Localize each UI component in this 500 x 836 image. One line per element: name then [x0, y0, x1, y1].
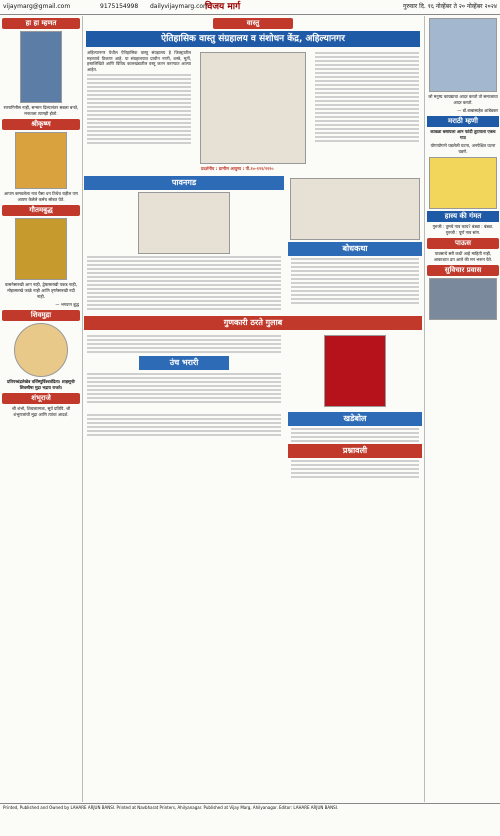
ganesh-image	[15, 132, 67, 189]
bodhkatha-heading: बोधकथा	[288, 242, 422, 256]
pawangad-photo	[138, 192, 230, 254]
middle-column	[84, 16, 422, 802]
mid-banner: वास्तु	[213, 18, 293, 29]
article-text-col-3	[312, 50, 422, 172]
mhani-heading: मराठी म्हणी	[427, 116, 499, 127]
left-section-2-heading: श्रीकृष्ण	[2, 119, 80, 130]
article-text: अहिल्यानगर येथील ऐतिहासिक वास्तु संग्रहालय हे जिल्ह्यातील महत्त्वाचे ठिकाण आहे. या संग्रहालयात प्राचीन नाणी, शस्त्रे, मूर्ती, हस्तलिखिते आणि विविध कालखंडातील वस्तू जतन करण्यात आल्या आहेत.	[87, 50, 191, 72]
masthead-site: dailyvijaymarg.com	[150, 3, 209, 10]
masthead-phone: 9175154998	[100, 3, 139, 10]
road-image	[429, 278, 497, 320]
footer-imprint: Printed, Published and Owned by LAHARE ARJUN BANSI. Printed at Navbharat Printers, Ahilyanagar. Published at Vijay Marg, Ahilyanagar. Editor: LAHARE ARJUN BANSI.	[0, 803, 500, 836]
masthead-date: गुरुवार दि. १६ नोव्हेंबर ते २० नोव्हेंबर २०२४	[402, 3, 497, 10]
shivmudra-seal-image	[14, 323, 68, 377]
people-jumping-image	[429, 157, 497, 209]
article-text-col-1	[84, 50, 194, 172]
left-section-5-heading: शंभूराजे	[2, 393, 80, 404]
mhani-text: योगायोगाने घडलेली घटना, अनपेक्षित घटना घडणे.	[430, 143, 496, 154]
rose-image	[324, 335, 386, 407]
khadebol-heading: खडेबोल	[288, 412, 422, 426]
museum-photo	[200, 52, 306, 164]
unch-bharari-heading: उंच भरारी	[139, 356, 229, 370]
photo-caption: प्रदर्शनीय : ग्रामीण आयुष्य : पी.१०-१२१/२१२०	[201, 166, 274, 171]
shiva-image	[20, 31, 62, 103]
ambedkar-portrait	[429, 18, 497, 92]
paus-text: पावसाचे सरी कधी आहे माहिती नाही, आकाशात ढग आले की मन भरून येते.	[433, 251, 493, 262]
hasya-text: गुरुजी : तुमचे नाव काय? बंड्या : बंड्या. गुरुजी : पूर्ण नाव सांग.	[432, 224, 494, 235]
left-section-3-text: वासनेसारखी आग नाही, द्वेषासारखी पकड नाही, मोहासारखे जाळे नाही आणि तृष्णेसारखी नदी नाही.	[5, 282, 77, 299]
portrait-caption: — डॉ.बाबासाहेब आंबेडकर	[457, 108, 498, 113]
suvichar-heading: सुविचार प्रवास	[427, 265, 499, 276]
prashnavali-heading: प्रश्नावली	[288, 444, 422, 458]
paus-heading: पाऊस	[427, 238, 499, 249]
quote-attribution: — भगवान बुद्ध	[55, 302, 79, 307]
right-column	[424, 16, 500, 802]
masthead-email: vijaymarg@gmail.com	[3, 3, 71, 10]
hasya-heading: हास्य की गंमत	[427, 211, 499, 222]
article-title: ऐतिहासिक वास्तु संग्रहालय व संशोधन केंद्र, अहिल्यानगर	[86, 31, 420, 47]
mhani-title: कावळा बसायला आन फांदी तुटायला एकच गाठ	[430, 129, 496, 140]
left-section-1-text: रणरागिनीस नाही, सन्मान दिल्यानंतर सबला बनते, मनातला त्यागही होतो.	[3, 105, 79, 116]
gulab-heading: गुणकारी ठरते गुलाब	[84, 316, 422, 330]
left-section-3-heading: गौतमबुद्ध	[2, 205, 80, 216]
buddha-image	[15, 218, 67, 280]
left-section-4-heading: शिवमुद्रा	[2, 310, 80, 321]
bodhkatha-image	[290, 178, 420, 240]
seal-text: प्रतिपच्चंद्रलेखेव वर्धिष्णुर्विश्ववंदिता। शाहसूनोः शिवस्यैषा मुद्रा भद्राय राजते।	[6, 379, 76, 390]
masthead-logo: विजय मार्ग	[205, 2, 241, 12]
left-section-5-text: श्री शंभो, शिवजात्मजः, सूर्य प्रतिपि. श्री शंभूराजांची मुद्रा आणि त्यांचा आदर्श.	[11, 406, 71, 417]
left-section-1-heading: हा हा म्हणत	[2, 18, 80, 29]
right-quote-1: जो मनुष्य कायद्याचा आदर करतो तो समाजाचा आदर करतो.	[428, 94, 498, 105]
pawangad-heading: पावनगड	[84, 176, 284, 190]
left-column	[0, 16, 83, 802]
left-section-2-text: आपण कमवलेला नाव पैसा धन तिथेच राहील पण आपण केलेले कर्मच सोबत येते.	[4, 191, 78, 202]
masthead	[0, 0, 500, 15]
